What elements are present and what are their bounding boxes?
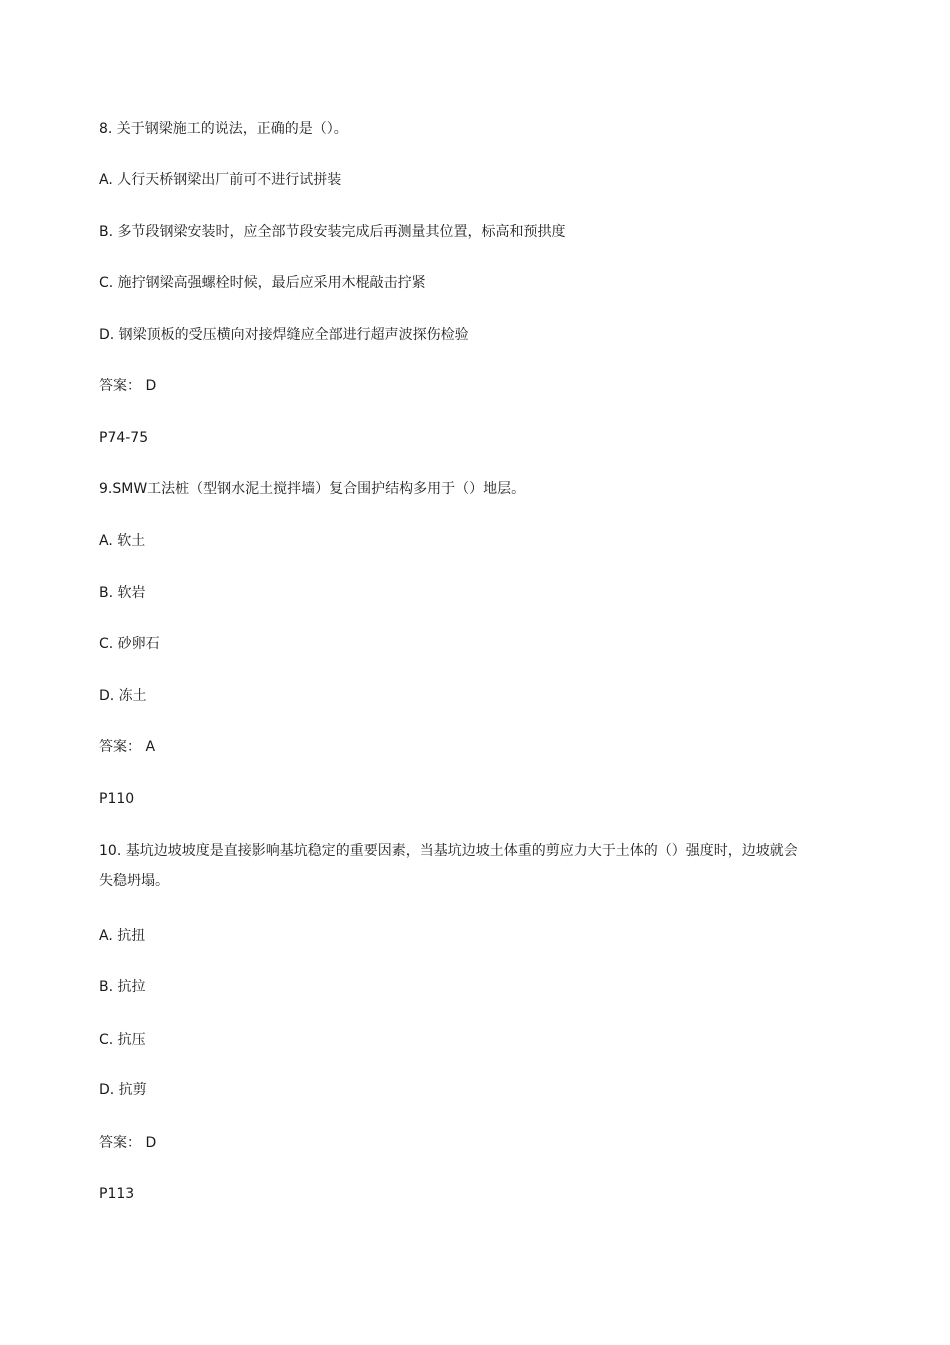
question-8-option-b: B. 多节段钢梁安装时，应全部节段安装完成后再测量其位置，标高和预拱度	[99, 224, 566, 240]
question-8-text: 8. 关于钢梁施工的说法，正确的是（）。	[99, 121, 348, 137]
question-10-option-d: D. 抗剪	[99, 1082, 147, 1098]
question-10-option-a: A. 抗扭	[99, 928, 146, 944]
question-8-option-d: D. 钢梁顶板的受压横向对接焊缝应全部进行超声波探伤检验	[99, 327, 469, 343]
question-10-option-c: C. 抗压	[99, 1032, 146, 1048]
question-8-option-a: A. 人行天桥钢梁出厂前可不进行试拼装	[99, 172, 342, 188]
question-10-answer: 答案： D	[99, 1135, 157, 1151]
question-9-page-ref: P110	[99, 791, 135, 807]
question-10-text: 10. 基坑边坡坡度是直接影响基坑稳定的重要因素，当基坑边坡土体重的剪应力大于土体的（）强度时，边坡就会失稳坍塌。	[99, 843, 798, 889]
question-8-option-c: C. 施拧钢梁高强螺栓时候，最后应采用木棍敲击拧紧	[99, 275, 426, 291]
question-9-option-d: D. 冻土	[99, 688, 147, 704]
question-8-answer: 答案： D	[99, 378, 157, 394]
question-9-option-a: A. 软土	[99, 533, 146, 549]
question-8-page-ref: P74-75	[99, 430, 149, 446]
question-9-text: 9.SMW工法桩（型钢水泥土搅拌墙）复合围护结构多用于（）地层。	[99, 481, 526, 497]
question-10-option-b: B. 抗拉	[99, 979, 146, 995]
question-9-option-b: B. 软岩	[99, 585, 146, 601]
question-9-answer: 答案： A	[99, 739, 156, 755]
question-10-page-ref: P113	[99, 1186, 135, 1202]
question-9-option-c: C. 砂卵石	[99, 636, 160, 652]
